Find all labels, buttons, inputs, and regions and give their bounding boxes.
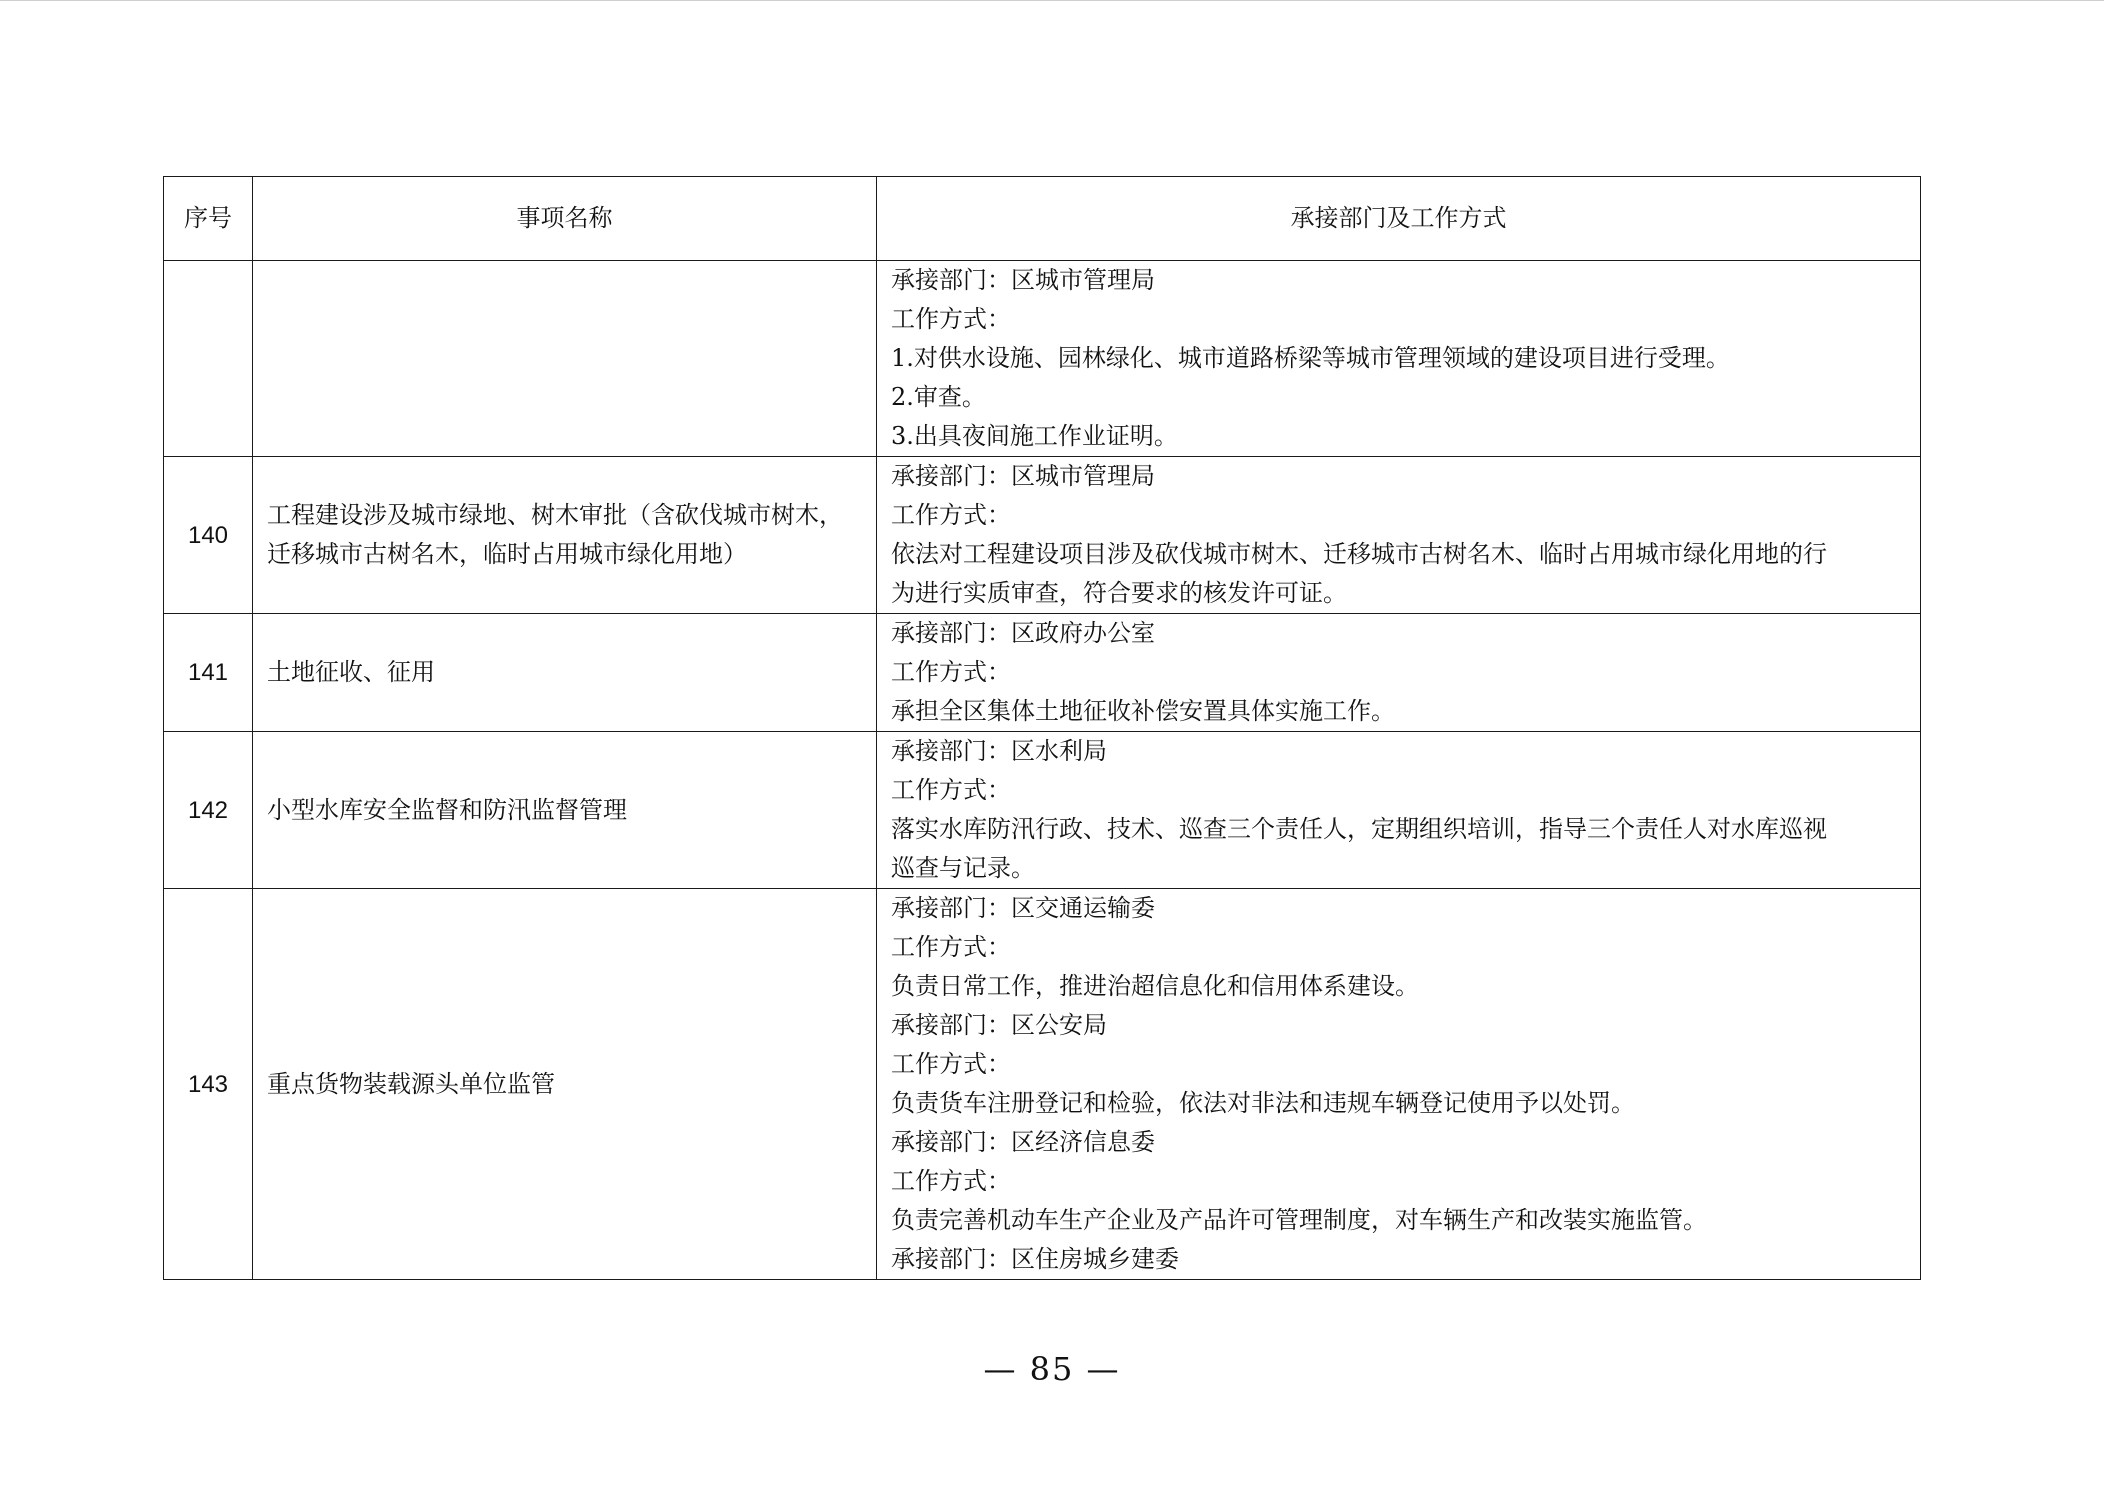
- work-line: 落实水库防汛行政、技术、巡查三个责任人，定期组织培训，指导三个责任人对水库巡视: [891, 815, 1827, 843]
- work-line: 承接部门：区公安局: [891, 1011, 1107, 1039]
- work-line: 承接部门：区城市管理局: [891, 462, 1155, 490]
- header-name: 事项名称: [253, 177, 877, 261]
- work-line: 负责完善机动车生产企业及产品许可管理制度，对车辆生产和改装实施监管。: [891, 1206, 1707, 1234]
- work-line: 承担全区集体土地征收补偿安置具体实施工作。: [891, 697, 1395, 725]
- work-line: 工作方式：: [891, 1167, 1011, 1195]
- header-seq: 序号: [164, 177, 253, 261]
- row-seq: [164, 261, 253, 457]
- work-line: 依法对工程建设项目涉及砍伐城市树木、迁移城市古树名木、临时占用城市绿化用地的行: [891, 540, 1827, 568]
- name-line: 工程建设涉及城市绿地、树木审批（含砍伐城市树木，: [267, 501, 843, 529]
- name-line: 重点货物装载源头单位监管: [267, 1069, 555, 1098]
- row-seq: 142: [164, 732, 253, 889]
- work-line: 工作方式：: [891, 933, 1011, 961]
- row-name: [253, 457, 877, 614]
- work-line: 承接部门：区政府办公室: [891, 619, 1155, 647]
- work-line: 工作方式：: [891, 1050, 1011, 1078]
- work-line: 工作方式：: [891, 776, 1011, 804]
- row-name: [253, 889, 877, 1280]
- work-line: 承接部门：区经济信息委: [891, 1128, 1155, 1156]
- row-name: [253, 614, 877, 732]
- name-line: 小型水库安全监督和防汛监督管理: [267, 795, 627, 824]
- row-work: [877, 457, 1921, 614]
- work-line: 2.审查。: [891, 383, 986, 411]
- work-line: 3.出具夜间施工作业证明。: [891, 422, 1178, 450]
- table-row: [164, 614, 1921, 732]
- row-seq: 143: [164, 889, 253, 1280]
- work-line: 承接部门：区水利局: [891, 737, 1107, 765]
- table-row: [164, 261, 1921, 457]
- row-work: [877, 614, 1921, 732]
- table-row: [164, 889, 1921, 1280]
- row-name: [253, 261, 877, 457]
- row-work: [877, 889, 1921, 1280]
- name-line: 迁移城市古树名木，临时占用城市绿化用地）: [267, 540, 747, 568]
- work-line: 承接部门：区交通运输委: [891, 894, 1155, 922]
- work-line: 负责日常工作，推进治超信息化和信用体系建设。: [891, 972, 1419, 1000]
- table-header: [164, 177, 1921, 261]
- table-body: [164, 261, 1921, 1280]
- table-row: [164, 457, 1921, 614]
- work-line: 巡查与记录。: [891, 854, 1035, 882]
- row-seq: 140: [164, 457, 253, 614]
- work-line: 负责货车注册登记和检验，依法对非法和违规车辆登记使用予以处罚。: [891, 1089, 1635, 1117]
- work-line: 工作方式：: [891, 305, 1011, 333]
- row-work: [877, 732, 1921, 889]
- header-row: [164, 177, 1921, 261]
- name-line: 土地征收、征用: [267, 658, 435, 686]
- matters-table: [163, 176, 1921, 1280]
- work-line: 工作方式：: [891, 501, 1011, 529]
- work-line: 为进行实质审查，符合要求的核发许可证。: [891, 579, 1347, 607]
- row-name: [253, 732, 877, 889]
- work-line: 承接部门：区住房城乡建委: [891, 1245, 1179, 1273]
- work-line: 工作方式：: [891, 658, 1011, 686]
- work-line: 承接部门：区城市管理局: [891, 266, 1155, 294]
- page-number: — 85 —: [983, 1350, 1121, 1388]
- top-border-line: [0, 0, 2104, 1]
- table-row: [164, 732, 1921, 889]
- header-work: 承接部门及工作方式: [877, 177, 1921, 261]
- row-seq: 141: [164, 614, 253, 732]
- row-work: [877, 261, 1921, 457]
- work-line: 1.对供水设施、园林绿化、城市道路桥梁等城市管理领域的建设项目进行受理。: [891, 344, 1730, 372]
